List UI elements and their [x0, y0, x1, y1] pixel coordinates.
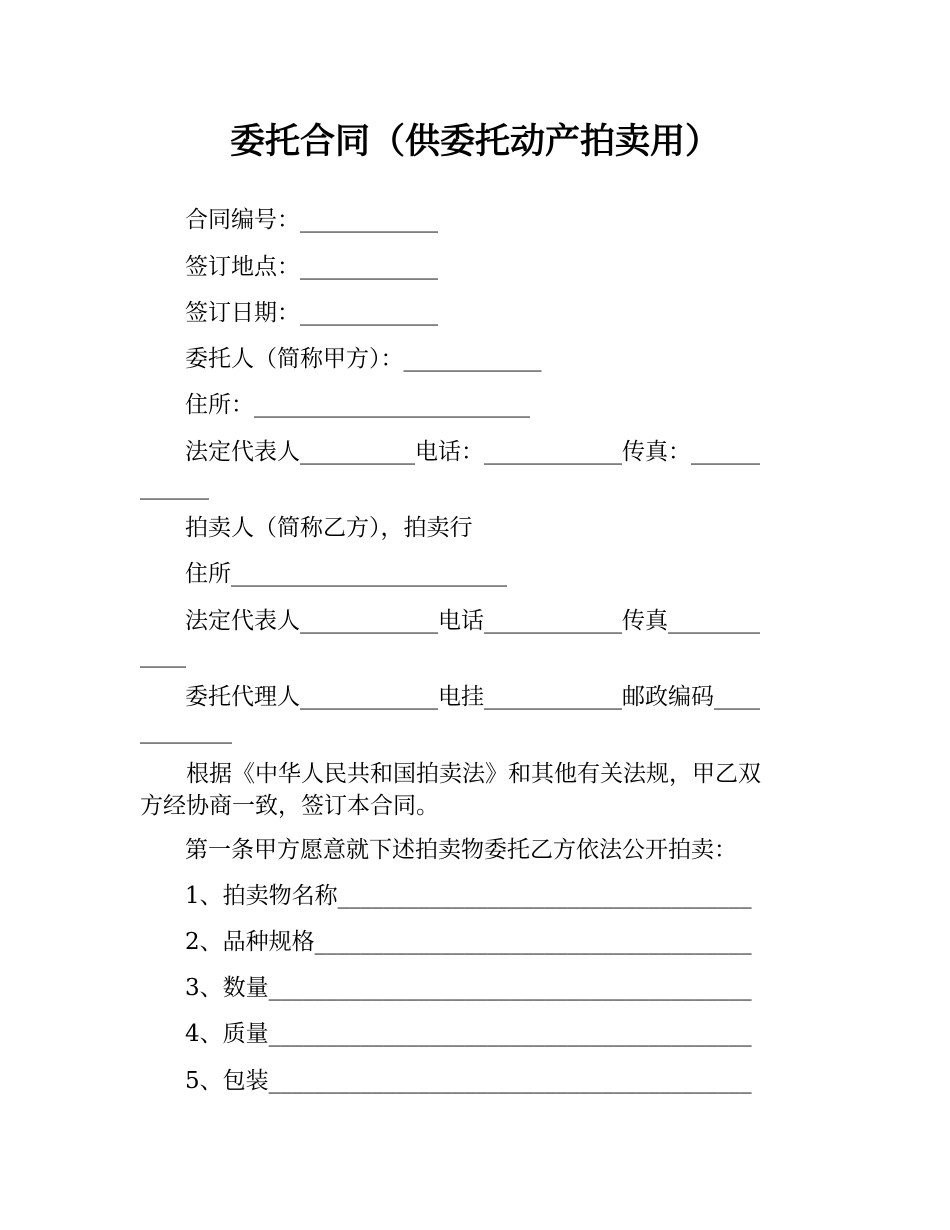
agent-continuation: ________	[140, 718, 232, 744]
basis-paragraph-line-2: 方经协商一致，签订本合同。	[140, 793, 439, 819]
party-b-representative-continuation: ____	[140, 642, 186, 668]
party-a-address-line: 住所：________________________	[185, 392, 530, 418]
item-4-line: 4、质量__________________________________________	[185, 1021, 752, 1047]
document-title: 委托合同（供委托动产拍卖用）	[229, 122, 720, 162]
agent-line: 委托代理人____________电挂____________邮政编码____	[185, 684, 760, 710]
basis-paragraph-line-1: 根据《中华人民共和国拍卖法》和其他有关法规，甲乙双	[186, 761, 761, 787]
item-2-line: 2、品种规格______________________________________	[185, 929, 752, 955]
basis-paragraph	[140, 758, 808, 822]
item-5-line: 5、包装__________________________________________	[185, 1068, 752, 1094]
contract-number-line: 合同编号：____________	[185, 207, 438, 233]
party-a-representative-line: 法定代表人__________电话：____________传真：______	[185, 439, 760, 465]
party-a-representative-continuation: ______	[140, 474, 209, 500]
article-1-line: 第一条甲方愿意就下述拍卖物委托乙方依法公开拍卖：	[185, 837, 737, 863]
party-b-representative-line: 法定代表人____________电话____________传真________	[185, 608, 760, 634]
sign-place-line: 签订地点：____________	[185, 254, 438, 280]
sign-date-line: 签订日期：____________	[185, 300, 438, 326]
item-1-line: 1、拍卖物名称____________________________________	[185, 883, 752, 909]
party-b-address-line: 住所________________________	[185, 561, 507, 587]
party-a-line: 委托人（简称甲方）：____________	[185, 346, 542, 372]
item-3-line: 3、数量__________________________________________	[185, 975, 752, 1001]
party-b-line: 拍卖人（简称乙方），拍卖行	[185, 515, 473, 541]
